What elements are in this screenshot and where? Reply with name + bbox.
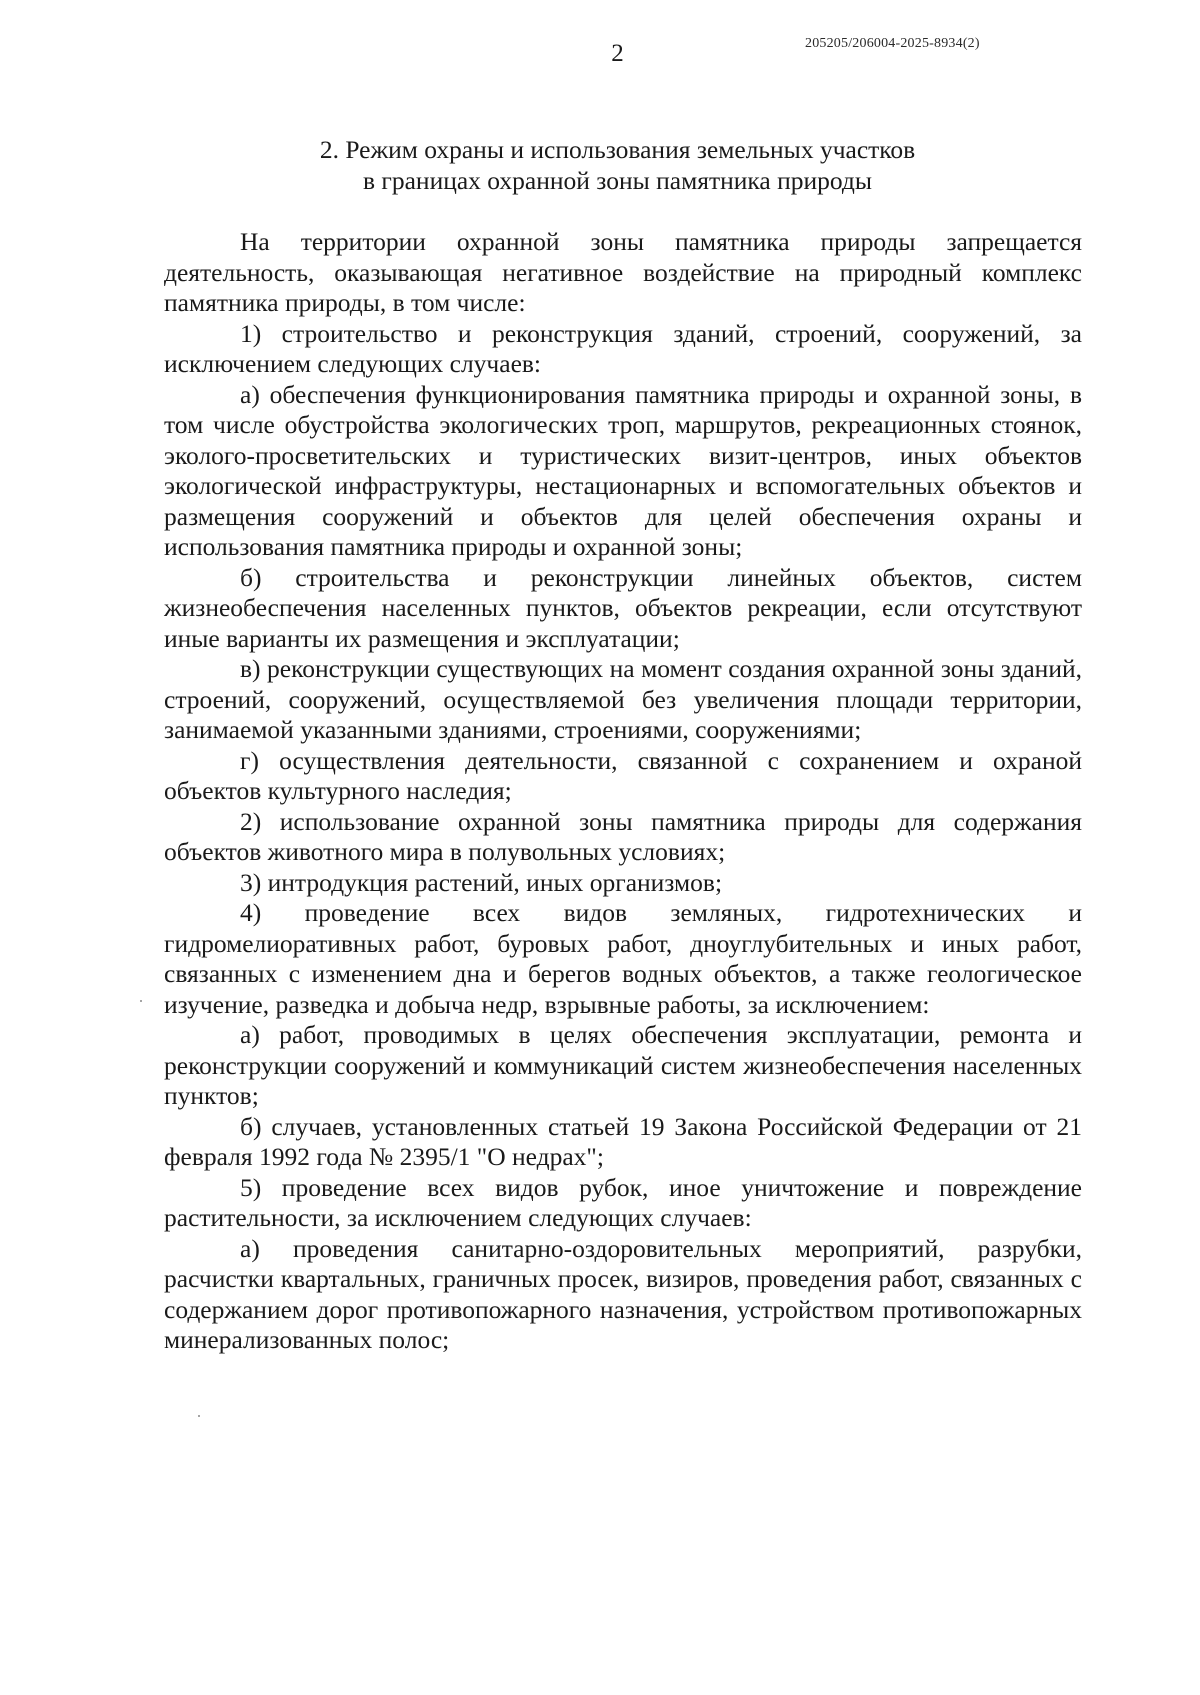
paragraph-item-1a: а) обеспечения функционирования памятника природы и охранной зоны, в том числе обустройства экологических троп, маршрутов, рекреационных стоянок, эколого-просветительских и туристических визит-центров, иных объектов экологической инфраструктуры, нестационарных и вспомогательных объектов и размещения сооружений и объектов для целей обеспечения охраны и использования памятника природы и охранной зоны; — [164, 379, 1082, 561]
paragraph-item-5: 5) проведение всех видов рубок, иное уничтожение и повреждение растительности, за исключением следующих случаев: — [164, 1172, 1082, 1232]
paragraph-item-1g: г) осуществления деятельности, связанной с сохранением и охраной объектов культурного наследия; — [164, 745, 1082, 805]
page-number: 2 — [611, 40, 624, 67]
paragraph-item-4a: а) работ, проводимых в целях обеспечения эксплуатации, ремонта и реконструкции сооружений и коммуникаций систем жизнеобеспечения населенных пунктов; — [164, 1020, 1082, 1110]
document-number: 205205/206004-2025-8934(2) — [805, 36, 980, 51]
paragraph-item-1b: б) строительства и реконструкции линейных объектов, систем жизнеобеспечения населенных пунктов, объектов рекреации, если отсутствуют иные варианты их размещения и эксплуатации; — [164, 562, 1082, 653]
section-heading — [0, 134, 1200, 196]
section-title-line-2: в границах охранной зоны памятника природы — [362, 166, 873, 195]
paragraph-item-3: 3) интродукция растений, иных организмов; — [240, 867, 723, 897]
paragraph-item-5a: а) проведения санитарно-оздоровительных мероприятий, разрубки, расчистки квартальных, граничных просек, визиров, проведения работ, связанных с содержанием дорог противопожарного назначения, устройством противопожарных минерализованных полос; — [164, 1233, 1082, 1354]
scan-speck — [198, 1415, 200, 1417]
document-body — [164, 227, 1082, 1356]
paragraph-item-1v: в) реконструкции существующих на момент создания охранной зоны зданий, строений, сооружений, осуществляемой без увеличения площади территории, занимаемой указанными зданиями, строениями, сооружениями; — [164, 654, 1082, 744]
paragraph-item-4: 4) проведение всех видов земляных, гидротехнических и гидромелиоративных работ, буровых работ, дноуглубительных и иных работ, связанных с изменением дна и берегов водных объектов, а также геологическое изучение, разведка и добыча недр, взрывные работы, за исключением: — [164, 898, 1082, 1019]
paragraph-item-4b: б) случаев, установленных статьей 19 Закона Российской Федерации от 21 февраля 1992 года № 2395/1 "О недрах"; — [164, 1111, 1082, 1171]
paragraph-intro: На территории охранной зоны памятника природы запрещается деятельность, оказывающая негативное воздействие на природный комплекс памятника природы, в том числе: — [164, 227, 1082, 317]
scan-speck — [140, 1000, 142, 1002]
paragraph-item-1: 1) строительство и реконструкция зданий, строений, сооружений, за исключением следующих случаев: — [164, 318, 1082, 378]
section-title-line-1: 2. Режим охраны и использования земельных участков — [319, 135, 916, 164]
paragraph-item-2: 2) использование охранной зоны памятника природы для содержания объектов животного мира в полувольных условиях; — [164, 806, 1082, 866]
